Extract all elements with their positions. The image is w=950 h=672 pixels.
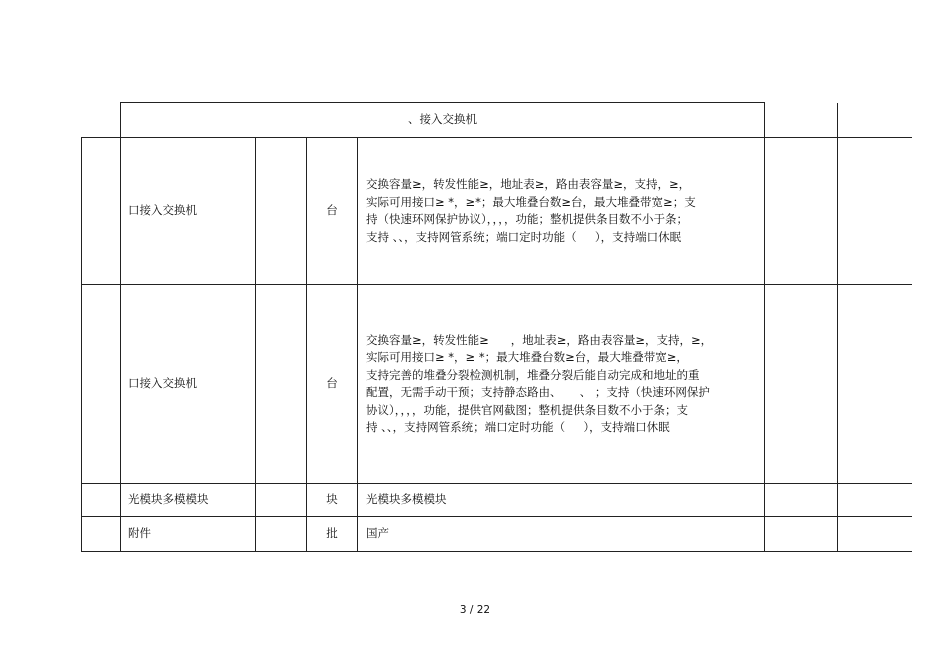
spec-line: 国产: [366, 526, 389, 541]
spec-line: 交换容量≥，转发性能≥ ，地址表≥，路由表容量≥，支持，≥，: [366, 332, 713, 347]
empty-cell: [765, 103, 838, 138]
empty-cell: [838, 138, 912, 285]
table-row: [82, 285, 912, 484]
index-cell: [82, 285, 121, 484]
item-unit: 批: [307, 517, 358, 552]
spec-line: 持 、、，支持网管系统；端口定时功能（ ），支持端口休眠: [366, 420, 670, 434]
empty-cell: [256, 484, 307, 517]
empty-cell: [838, 517, 912, 552]
spec-line: 支持 、、，支持网管系统；端口定时功能（ ），支持端口休眠: [366, 229, 682, 244]
table-row: [82, 517, 912, 552]
spec-line: 实际可用接口≥ *，≥ *；最大堆叠台数≥台，最大堆叠带宽≥，: [366, 350, 688, 364]
empty-cell: [765, 517, 838, 552]
empty-cell: [765, 138, 838, 285]
item-spec: [358, 285, 765, 484]
empty-cell: [838, 484, 912, 517]
spec-line: 持（快速环网保护协议），，，，功能；整机提供条目数不小于条；: [366, 212, 688, 226]
table-row: [82, 484, 912, 517]
table-row: [82, 138, 912, 285]
index-cell: [82, 103, 121, 138]
index-cell: [82, 138, 121, 285]
spec-line: 支持完善的堆叠分裂检测机制，堆叠分裂后能自动完成和地址的重: [366, 367, 700, 382]
spec-line: 光模块多模模块: [366, 492, 447, 507]
item-unit: 块: [307, 484, 358, 517]
empty-cell: [838, 285, 912, 484]
spec-line: 交换容量≥，转发性能≥，地址表≥，路由表容量≥，支持，≥，: [366, 177, 691, 191]
item-spec: [358, 517, 765, 552]
empty-cell: [256, 138, 307, 285]
empty-cell: [256, 285, 307, 484]
spec-line: 实际可用接口≥ *，≥*；最大堆叠台数≥台，最大堆叠带宽≥；支: [366, 194, 696, 209]
item-unit: 台: [307, 138, 358, 285]
item-name: 附件: [121, 517, 256, 552]
empty-cell: [765, 484, 838, 517]
index-cell: [82, 484, 121, 517]
page-number: 3 / 22: [459, 604, 491, 616]
item-name: 光模块多模模块: [121, 484, 256, 517]
section-title: 、接入交换机: [121, 103, 765, 138]
spec-line: 协议），，，，功能，提供官网截图；整机提供条目数不小于条；支: [366, 402, 688, 417]
item-unit: 台: [307, 285, 358, 484]
index-cell: [82, 517, 121, 552]
item-spec: [358, 484, 765, 517]
empty-cell: [256, 517, 307, 552]
spec-line: 配置，无需手动干预；支持静态路由、 、 ；支持（快速环网保护: [366, 385, 710, 399]
item-name: 口接入交换机: [121, 138, 256, 285]
empty-cell: [765, 285, 838, 484]
item-spec: [358, 138, 765, 285]
item-name: 口接入交换机: [121, 285, 256, 484]
section-header-row: [82, 103, 912, 138]
empty-cell: [838, 103, 912, 138]
spec-table: [81, 102, 912, 552]
